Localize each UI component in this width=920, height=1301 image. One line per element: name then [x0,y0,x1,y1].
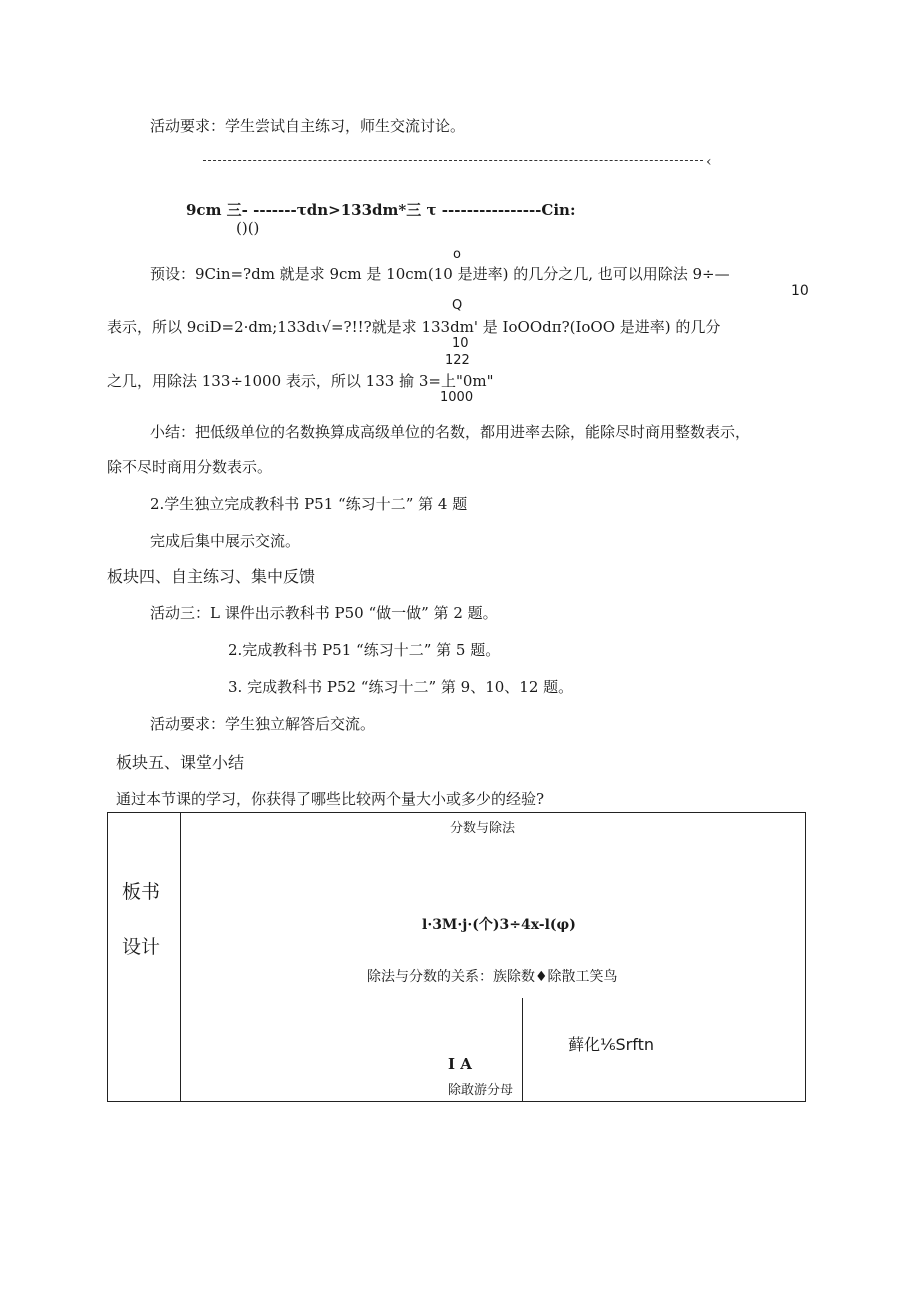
task-2-followup: 完成后集中展示交流。 [150,532,301,550]
table-inner-divider [522,998,523,1101]
fraction-numerator: o [453,247,461,262]
task-2: 2.学生独立完成教科书 P51 “练习十二” 第 4 题 [150,495,468,513]
board-bottom-right: 藓化⅙Srftn [568,1035,655,1054]
summary-question: 通过本节课的学习，你获得了哪些比较两个量大小或多少的经验? [116,790,545,808]
activity-requirement: 活动要求：学生尝试自主练习，师生交流讨论。 [150,117,466,135]
represent-line: 表示，所以 9ciD=2·dm;133dι√=?!!?就是求 133dm' 是 IoOOdπ?(IoOO 是进率) 的几分 [107,318,721,336]
board-letters: I A [448,1055,472,1073]
activity-3-item-2: 2.完成教科书 P51 “练习十二” 第 5 题。 [228,641,501,659]
activity-3-item-1: 活动三：L 课件出示教科书 P50 “做一做” 第 2 题。 [150,604,498,622]
conversion-formula: 9cm 三- -------τdn>133dm*三 τ ----------------Cin: [186,201,576,219]
summary-line-1: 小结：把低级单位的名数换算成高级单位的名数，都用进率去除，能除尽时商用整数表示， [150,423,751,441]
board-label-line-1: 板书 [122,881,161,903]
section-4-heading: 板块四、自主练习、集中反馈 [107,567,316,586]
fraction-122: 122 [445,353,470,368]
board-label-line-2: 设计 [122,936,161,958]
separator-tail: ‹ [706,154,712,170]
fraction-10: 10 [452,336,469,351]
preset-line: 预设：9Cin=?dm 就是求 9cm 是 10cm(10 是进率) 的几分之几, 也可以用除法 9÷— [150,265,730,283]
fraction-denominator-right: 10 [791,283,809,299]
board-design-table [107,812,806,1102]
section-5-heading: 板块五、课堂小结 [116,753,245,772]
summary-line-2: 除不尽时商用分数表示。 [107,458,273,476]
fraction-1000: 1000 [440,390,474,405]
activity-3-requirement: 活动要求：学生独立解答后交流。 [150,715,376,733]
board-bottom-left: 除敢游分母 [448,1083,514,1098]
table-column-divider [180,813,181,1101]
fraction-line: 之几，用除法 133÷1000 表示，所以 133 揄 3=上"0m" [107,372,494,390]
formula-subscript: ()() [236,219,260,237]
activity-3-item-3: 3. 完成教科书 P52 “练习十二” 第 9、10、12 题。 [228,678,574,696]
board-relation: 除法与分数的关系：族除数♦除散工笑鸟 [367,969,618,985]
dashed-separator [203,160,703,161]
board-title: 分数与除法 [450,821,516,836]
fraction-q: Q [452,298,463,313]
board-formula: l·3M·j·(个)3÷4x-l(φ) [422,917,576,933]
